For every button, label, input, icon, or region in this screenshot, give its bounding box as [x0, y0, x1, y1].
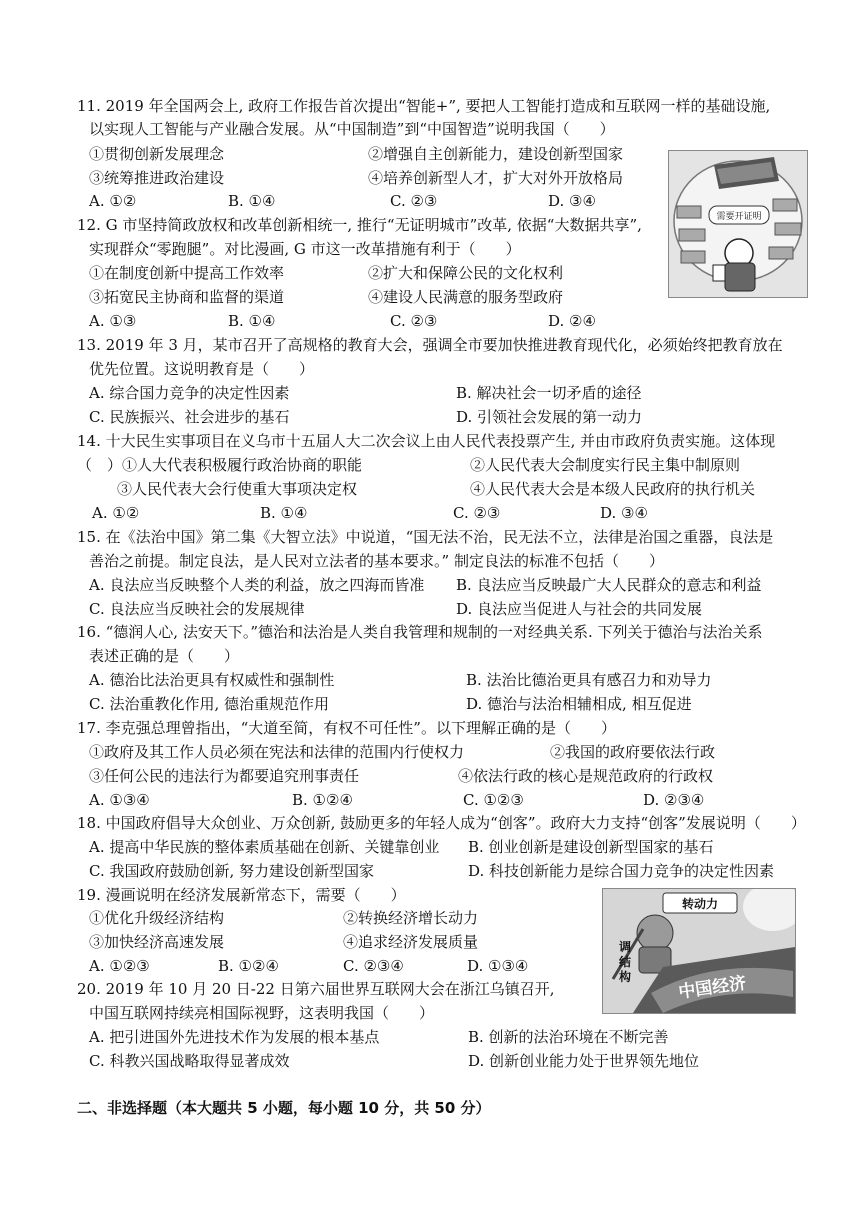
q13-choice-d: D. 引领社会发展的第一动力 [456, 408, 643, 426]
q11-choice-d: D. ③④ [548, 192, 596, 210]
q11-option-4: ④培养创新型人才，扩大对外开放格局 [368, 169, 624, 187]
q19-cartoon-side-char: 结 [619, 955, 632, 969]
q19-cartoon-side-label [618, 939, 631, 984]
section2-heading: 二、非选择题（本大题共 5 小题，每小题 10 分，共 50 分） [77, 1099, 491, 1117]
q18-choice-a: A. 提高中华民族的整体素质基础在创新、关键靠创业 [89, 838, 440, 856]
q18-choice-b: B. 创业创新是建设创新型国家的基石 [468, 838, 714, 856]
q19-stem-line1: 19. 漫画说明在经济发展新常态下，需要（ ） [77, 886, 406, 904]
q11-option-3: ③统筹推进政治建设 [89, 169, 225, 187]
q18-choice-c: C. 我国政府鼓励创新, 努力建设创新型国家 [89, 862, 375, 880]
q11-choice-a: A. ①② [89, 192, 137, 210]
q20-choice-a: A. 把引进国外先进技术作为发展的根本基点 [89, 1028, 380, 1046]
q15-choice-b: B. 良法应当反映最广大人民群众的意志和利益 [456, 576, 762, 594]
q19-choice-c: C. ②③④ [343, 957, 404, 975]
q15-choice-a: A. 良法应当反映整个人类的利益，放之四海而皆准 [89, 576, 425, 594]
q19-choice-d: D. ①③④ [467, 957, 529, 975]
q17-choice-c: C. ①②③ [463, 791, 524, 809]
q14-option-4: ④人民代表大会是本级人民政府的执行机关 [470, 480, 756, 498]
q17-option-3: ③任何公民的违法行为都要追究刑事责任 [89, 767, 360, 785]
q14-option-3: ③人民代表大会行使重大事项决定权 [117, 480, 358, 498]
q11-stem-line1: 11. 2019 年全国两会上, 政府工作报告首次提出“智能+”, 要把人工智能打造成和互联网一样的基础设施, [77, 97, 771, 115]
q11-choice-b: B. ①④ [228, 192, 276, 210]
q11-option-1: ①贯彻创新发展理念 [89, 145, 225, 163]
q19-cartoon-image [602, 888, 796, 1014]
q13-stem-line2: 优先位置。这说明教育是（ ） [89, 360, 315, 378]
q12-stem-line2: 实现群众“零跑腿”。对比漫画, G 市这一改革措施有利于（ ） [89, 240, 521, 258]
q16-stem-line2: 表述正确的是（ ） [89, 647, 240, 665]
q13-choice-b: B. 解决社会一切矛盾的途径 [456, 384, 642, 402]
q17-option-4: ④依法行政的核心是规范政府的行政权 [458, 767, 714, 785]
q19-option-3: ③加快经济高速发展 [89, 933, 225, 951]
q20-choice-c: C. 科教兴国战略取得显著成效 [89, 1052, 290, 1070]
q17-choice-d: D. ②③④ [643, 791, 705, 809]
q17-choice-a: A. ①③④ [89, 791, 150, 809]
q19-cartoon-side-char: 构 [619, 970, 632, 984]
q20-stem-line2: 中国互联网持续亮相国际视野，这表明我国（ ） [89, 1004, 435, 1022]
q12-option-3: ③拓宽民主协商和监督的渠道 [89, 288, 285, 306]
q19-choice-b: B. ①②④ [218, 957, 279, 975]
q12-option-1: ①在制度创新中提高工作效率 [89, 264, 285, 282]
q15-stem-line2: 善治之前提。制定良法，是人民对立法者的基本要求。” 制定良法的标准不包括（ ） [89, 552, 664, 570]
q14-choice-a: A. ①② [92, 504, 140, 522]
q15-choice-c: C. 良法应当反映社会的发展规律 [89, 600, 305, 618]
q19-option-4: ④追求经济发展质量 [343, 933, 479, 951]
q13-choice-c: C. 民族振兴、社会进步的基石 [89, 408, 290, 426]
q19-option-1: ①优化升级经济结构 [89, 909, 225, 927]
q19-option-2: ②转换经济增长动力 [343, 909, 479, 927]
q12-cartoon-image [668, 150, 808, 298]
q16-stem-line1: 16. “德润人心, 法安天下。”德治和法治是人类自我管理和规制的一对经典关系. 下列关于德治与法治关系 [77, 623, 763, 641]
q16-choice-a: A. 德治比法治更具有权威性和强制性 [89, 671, 335, 689]
q12-option-4: ④建设人民满意的服务型政府 [368, 288, 564, 306]
q17-option-1: ①政府及其工作人员必须在宪法和法律的范围内行使权力 [89, 743, 465, 761]
q12-choice-c: C. ②③ [390, 312, 438, 330]
q18-stem-line1: 18. 中国政府倡导大众创业、万众创新, 鼓励更多的年轻人成为“创客”。政府大力支持“创客”发展说明（ ） [77, 814, 806, 832]
q19-cartoon-side-char: 调 [619, 940, 632, 954]
q14-choice-c: C. ②③ [453, 504, 501, 522]
q11-option-2: ②增强自主创新能力，建设创新型国家 [368, 145, 624, 163]
q14-choice-d: D. ③④ [600, 504, 648, 522]
q12-stem-line1: 12. G 市坚持简政放权和改革创新相统一, 推行“无证明城市”改革, 依据“大数据共享”, [77, 216, 642, 234]
q15-choice-d: D. 良法应当促进人与社会的共同发展 [456, 600, 703, 618]
q16-choice-c: C. 法治重教化作用, 德治重规范作用 [89, 695, 330, 713]
q20-choice-b: B. 创新的法治环境在不断完善 [468, 1028, 669, 1046]
q13-choice-a: A. 综合国力竞争的决定性因素 [89, 384, 290, 402]
q19-choice-a: A. ①②③ [89, 957, 150, 975]
q16-choice-b: B. 法治比德治更具有感召力和劝导力 [466, 671, 712, 689]
q12-choice-d: D. ②④ [548, 312, 596, 330]
q14-choice-b: B. ①④ [260, 504, 308, 522]
q12-choice-a: A. ①③ [89, 312, 137, 330]
q14-option-1: （ ）①人大代表积极履行政治协商的职能 [77, 456, 363, 474]
q12-option-2: ②扩大和保障公民的文化权利 [368, 264, 564, 282]
q12-cartoon-text: 需要开证明 [716, 212, 762, 222]
q17-choice-b: B. ①②④ [292, 791, 353, 809]
q20-choice-d: D. 创新创业能力处于世界领先地位 [468, 1052, 700, 1070]
q11-choice-c: C. ②③ [390, 192, 438, 210]
q19-cartoon-road-label: 中国经济 [677, 973, 748, 1003]
q13-stem-line1: 13. 2019 年 3 月，某市召开了高规格的教育大会，强调全市要加快推进教育现代化，必须始终把教育放在 [77, 336, 783, 354]
q16-choice-d: D. 德治与法治相辅相成, 相互促进 [466, 695, 692, 713]
q11-stem-line2: 以实现人工智能与产业融合发展。从“中国制造”到“中国智造”说明我国（ ） [89, 120, 615, 138]
q19-cartoon-top-label: 转动力 [681, 897, 719, 911]
q18-choice-d: D. 科技创新能力是综合国力竞争的决定性因素 [468, 862, 775, 880]
q12-choice-b: B. ①④ [228, 312, 276, 330]
q17-option-2: ②我国的政府要依法行政 [550, 743, 716, 761]
q14-stem-line1: 14. 十大民生实事项目在义乌市十五届人大二次会议上由人民代表投票产生, 并由市政府负责实施。这体现 [77, 432, 776, 450]
q20-stem-line1: 20. 2019 年 10 月 20 日-22 日第六届世界互联网大会在浙江乌镇召开, [77, 980, 555, 998]
q14-option-2: ②人民代表大会制度实行民主集中制原则 [470, 456, 741, 474]
q15-stem-line1: 15. 在《法治中国》第二集《大智立法》中说道，“国无法不治，民无法不立，法律是治国之重器，良法是 [77, 528, 774, 546]
q17-stem-line1: 17. 李克强总理曾指出，“大道至简，有权不可任性”。以下理解正确的是（ ） [77, 719, 616, 737]
